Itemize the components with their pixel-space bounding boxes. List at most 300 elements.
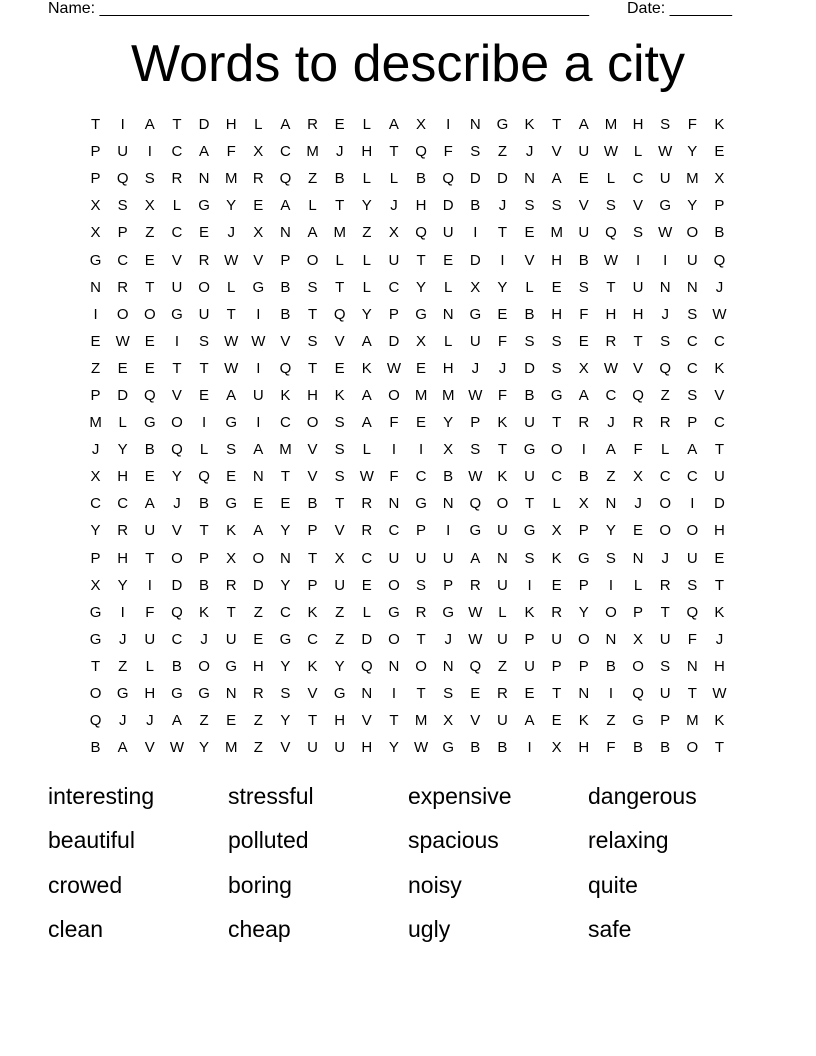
grid-letter[interactable]: W xyxy=(386,359,402,377)
grid-letter[interactable]: C xyxy=(171,630,183,648)
grid-letter[interactable]: E xyxy=(551,576,562,594)
grid-letter[interactable]: X xyxy=(443,441,454,459)
grid-letter[interactable]: P xyxy=(90,549,101,567)
grid-letter[interactable]: J xyxy=(173,495,181,513)
grid-letter[interactable]: U xyxy=(578,224,590,242)
grid-letter[interactable]: I xyxy=(147,143,152,161)
grid-letter[interactable]: Q xyxy=(279,359,292,377)
grid-letter[interactable]: F xyxy=(633,441,643,459)
grid-letter[interactable]: H xyxy=(361,739,373,757)
grid-letter[interactable]: K xyxy=(280,386,291,404)
grid-letter[interactable]: J xyxy=(498,197,507,215)
grid-letter[interactable]: R xyxy=(659,414,671,432)
grid-letter[interactable]: X xyxy=(90,224,101,242)
grid-letter[interactable]: Z xyxy=(362,224,372,242)
grid-letter[interactable]: U xyxy=(198,305,210,323)
grid-letter[interactable]: I xyxy=(446,116,451,134)
grid-letter[interactable]: I xyxy=(608,576,614,594)
grid-letter[interactable]: F xyxy=(687,630,697,648)
grid-letter[interactable]: P xyxy=(90,143,101,161)
grid-letter[interactable]: P xyxy=(524,630,535,648)
grid-letter[interactable]: Y xyxy=(226,197,237,215)
grid-letter[interactable]: L xyxy=(308,197,317,215)
grid-letter[interactable]: X xyxy=(334,549,345,567)
grid-letter[interactable]: T xyxy=(280,468,291,486)
grid-letter[interactable]: D xyxy=(117,386,129,404)
grid-letter[interactable]: U xyxy=(632,278,644,296)
grid-letter[interactable]: R xyxy=(252,685,264,703)
grid-letter[interactable]: J xyxy=(661,305,669,323)
grid-letter[interactable]: B xyxy=(171,657,182,675)
grid-letter[interactable]: C xyxy=(714,414,725,432)
grid-letter[interactable]: G xyxy=(577,549,590,567)
grid-letter[interactable]: K xyxy=(334,386,345,404)
grid-letter[interactable]: T xyxy=(497,224,508,242)
grid-letter[interactable]: V xyxy=(714,386,725,404)
grid-letter[interactable]: Y xyxy=(280,522,291,540)
grid-letter[interactable]: Z xyxy=(145,224,155,242)
grid-letter[interactable]: U xyxy=(388,549,400,567)
grid-letter[interactable]: J xyxy=(200,630,208,648)
grid-letter[interactable]: Z xyxy=(335,630,345,648)
grid-letter[interactable]: M xyxy=(279,441,292,459)
grid-letter[interactable]: N xyxy=(686,657,698,675)
grid-letter[interactable]: F xyxy=(226,143,236,161)
grid-letter[interactable]: I xyxy=(391,441,397,459)
grid-letter[interactable]: U xyxy=(551,630,563,648)
grid-letter[interactable]: C xyxy=(415,468,427,486)
grid-letter[interactable]: T xyxy=(199,359,209,377)
grid-letter[interactable]: T xyxy=(90,116,101,134)
grid-letter[interactable]: Y xyxy=(388,739,399,757)
grid-letter[interactable]: N xyxy=(469,116,481,134)
grid-letter[interactable]: C xyxy=(171,224,183,242)
grid-letter[interactable]: S xyxy=(660,657,671,675)
grid-letter[interactable]: U xyxy=(714,468,725,486)
grid-letter[interactable]: K xyxy=(524,603,535,621)
grid-letter[interactable]: T xyxy=(714,576,725,594)
grid-letter[interactable]: X xyxy=(416,116,427,134)
grid-letter[interactable]: O xyxy=(143,305,156,323)
grid-letter[interactable]: U xyxy=(497,712,508,730)
grid-letter[interactable]: Y xyxy=(578,603,589,621)
grid-letter[interactable]: S xyxy=(280,685,291,703)
grid-letter[interactable]: Z xyxy=(497,657,508,675)
grid-letter[interactable]: G xyxy=(116,685,129,703)
grid-letter[interactable]: G xyxy=(279,630,292,648)
grid-letter[interactable]: T xyxy=(335,495,345,513)
grid-letter[interactable]: J xyxy=(525,143,534,161)
grid-letter[interactable]: I xyxy=(527,739,532,757)
grid-letter[interactable]: Q xyxy=(442,170,455,188)
grid-letter[interactable]: C xyxy=(551,468,563,486)
grid-letter[interactable]: Z xyxy=(199,712,209,730)
grid-letter[interactable]: D xyxy=(469,170,481,188)
grid-letter[interactable]: B xyxy=(144,441,155,459)
grid-letter[interactable]: I xyxy=(147,576,152,594)
grid-letter[interactable]: W xyxy=(658,143,673,161)
grid-letter[interactable]: O xyxy=(659,522,672,540)
grid-letter[interactable]: Q xyxy=(469,495,482,513)
grid-letter[interactable]: X xyxy=(551,522,562,540)
grid-letter[interactable]: S xyxy=(226,441,237,459)
grid-letter[interactable]: F xyxy=(579,305,589,323)
grid-letter[interactable]: E xyxy=(416,414,427,432)
grid-letter[interactable]: W xyxy=(224,251,239,269)
grid-letter[interactable]: G xyxy=(388,603,400,621)
grid-letter[interactable]: T xyxy=(307,359,318,377)
grid-letter[interactable]: D xyxy=(469,251,481,269)
grid-letter[interactable]: G xyxy=(469,522,482,540)
grid-letter[interactable]: V xyxy=(578,197,589,215)
grid-letter[interactable]: M xyxy=(550,224,563,242)
grid-letter[interactable]: Y xyxy=(687,143,698,161)
grid-letter[interactable]: Z xyxy=(335,603,345,621)
grid-letter[interactable]: K xyxy=(361,359,372,377)
grid-letter[interactable]: Y xyxy=(334,657,345,675)
name-line[interactable]: Name: _______________________________________________________ xyxy=(48,0,589,17)
grid-letter[interactable]: B xyxy=(714,224,725,242)
grid-letter[interactable]: J xyxy=(118,630,127,648)
grid-letter[interactable]: M xyxy=(333,224,346,242)
grid-letter[interactable]: Y xyxy=(280,712,291,730)
grid-letter[interactable]: H xyxy=(578,739,590,757)
grid-letter[interactable]: H xyxy=(551,251,563,269)
grid-letter[interactable]: U xyxy=(225,630,237,648)
grid-letter[interactable]: N xyxy=(442,495,454,513)
grid-letter[interactable]: Y xyxy=(605,522,616,540)
grid-letter[interactable]: O xyxy=(198,278,210,296)
grid-letter[interactable]: C xyxy=(280,603,291,621)
grid-letter[interactable]: B xyxy=(660,739,671,757)
grid-letter[interactable]: E xyxy=(253,495,264,513)
grid-letter[interactable]: P xyxy=(660,712,671,730)
grid-letter[interactable]: O xyxy=(306,414,319,432)
grid-letter[interactable]: U xyxy=(524,468,535,486)
grid-letter[interactable]: X xyxy=(226,549,237,567)
grid-letter[interactable]: E xyxy=(226,468,237,486)
grid-letter[interactable]: W xyxy=(603,359,619,377)
grid-letter[interactable]: T xyxy=(714,441,725,459)
grid-letter[interactable]: K xyxy=(714,712,725,730)
grid-letter[interactable]: Q xyxy=(360,657,373,675)
grid-letter[interactable]: T xyxy=(552,116,562,134)
grid-letter[interactable]: B xyxy=(307,495,318,513)
grid-letter[interactable]: E xyxy=(497,305,508,323)
grid-letter[interactable]: F xyxy=(389,414,399,432)
grid-letter[interactable]: U xyxy=(686,251,698,269)
grid-letter[interactable]: K xyxy=(714,359,725,377)
grid-letter[interactable]: Z xyxy=(253,603,263,621)
grid-letter[interactable]: F xyxy=(687,116,697,134)
grid-letter[interactable]: C xyxy=(605,386,617,404)
grid-letter[interactable]: P xyxy=(551,657,562,675)
grid-letter[interactable]: E xyxy=(551,712,562,730)
grid-letter[interactable]: Q xyxy=(415,224,427,242)
grid-letter[interactable]: V xyxy=(280,332,291,350)
grid-letter[interactable]: R xyxy=(415,603,427,621)
grid-letter[interactable]: P xyxy=(117,224,128,242)
grid-letter[interactable]: G xyxy=(89,251,102,269)
grid-letter[interactable]: C xyxy=(659,468,671,486)
grid-letter[interactable]: P xyxy=(90,386,101,404)
grid-letter[interactable]: L xyxy=(552,495,561,513)
grid-letter[interactable]: B xyxy=(497,739,508,757)
grid-letter[interactable]: I xyxy=(391,685,397,703)
grid-letter[interactable]: H xyxy=(361,143,373,161)
grid-letter[interactable]: A xyxy=(361,386,372,404)
grid-letter[interactable]: J xyxy=(661,549,669,567)
grid-letter[interactable]: V xyxy=(361,712,372,730)
grid-letter[interactable]: N xyxy=(252,468,264,486)
grid-letter[interactable]: J xyxy=(390,197,398,215)
grid-letter[interactable]: T xyxy=(606,278,616,296)
grid-letter[interactable]: Y xyxy=(117,441,128,459)
grid-letter[interactable]: W xyxy=(359,468,374,486)
grid-letter[interactable]: G xyxy=(225,495,238,513)
grid-letter[interactable]: U xyxy=(415,549,427,567)
grid-letter[interactable]: L xyxy=(661,441,670,459)
grid-letter[interactable]: C xyxy=(714,332,725,350)
grid-letter[interactable]: H xyxy=(442,359,454,377)
grid-letter[interactable]: N xyxy=(280,549,291,567)
grid-letter[interactable]: R xyxy=(632,414,644,432)
grid-letter[interactable]: V xyxy=(253,251,264,269)
grid-letter[interactable]: Q xyxy=(89,712,102,730)
grid-letter[interactable]: F xyxy=(497,386,508,404)
grid-letter[interactable]: L xyxy=(606,170,616,188)
grid-letter[interactable]: V xyxy=(633,359,644,377)
grid-letter[interactable]: S xyxy=(144,170,155,188)
grid-letter[interactable]: J xyxy=(607,414,615,432)
grid-letter[interactable]: O xyxy=(415,657,427,675)
grid-letter[interactable]: K xyxy=(226,522,237,540)
grid-letter[interactable]: L xyxy=(199,441,209,459)
grid-letter[interactable]: G xyxy=(550,386,563,404)
grid-letter[interactable]: B xyxy=(443,468,454,486)
grid-letter[interactable]: R xyxy=(117,278,129,296)
grid-letter[interactable]: L xyxy=(362,251,371,269)
grid-letter[interactable]: I xyxy=(120,603,125,621)
grid-letter[interactable]: W xyxy=(658,224,673,242)
grid-letter[interactable]: U xyxy=(144,630,156,648)
grid-letter[interactable]: N xyxy=(388,657,400,675)
grid-letter[interactable]: X xyxy=(443,712,454,730)
grid-letter[interactable]: N xyxy=(90,278,101,296)
grid-letter[interactable]: Y xyxy=(361,197,372,215)
grid-letter[interactable]: D xyxy=(198,116,210,134)
grid-letter[interactable]: G xyxy=(333,685,346,703)
grid-letter[interactable]: A xyxy=(144,116,155,134)
grid-letter[interactable]: S xyxy=(117,197,128,215)
grid-letter[interactable]: U xyxy=(334,739,346,757)
grid-letter[interactable]: U xyxy=(497,576,508,594)
grid-letter[interactable]: U xyxy=(442,549,454,567)
grid-letter[interactable]: U xyxy=(117,143,129,161)
grid-letter[interactable]: I xyxy=(500,251,505,269)
grid-letter[interactable]: Y xyxy=(280,657,291,675)
grid-letter[interactable]: T xyxy=(524,495,535,513)
grid-letter[interactable]: Y xyxy=(416,278,427,296)
grid-letter[interactable]: Q xyxy=(279,170,292,188)
grid-letter[interactable]: R xyxy=(469,576,481,594)
grid-letter[interactable]: D xyxy=(497,170,508,188)
grid-letter[interactable]: P xyxy=(443,576,454,594)
grid-letter[interactable]: N xyxy=(442,305,454,323)
grid-letter[interactable]: G xyxy=(523,522,536,540)
grid-letter[interactable]: G xyxy=(89,630,102,648)
grid-letter[interactable]: V xyxy=(171,386,182,404)
grid-letter[interactable]: P xyxy=(687,414,698,432)
grid-letter[interactable]: X xyxy=(416,332,427,350)
grid-letter[interactable]: T xyxy=(416,251,426,269)
grid-letter[interactable]: J xyxy=(471,359,480,377)
grid-letter[interactable]: I xyxy=(256,359,261,377)
grid-letter[interactable]: R xyxy=(551,603,563,621)
grid-letter[interactable]: M xyxy=(414,386,428,404)
grid-letter[interactable]: A xyxy=(199,143,210,161)
grid-letter[interactable]: H xyxy=(551,305,563,323)
grid-letter[interactable]: M xyxy=(686,170,699,188)
grid-letter[interactable]: T xyxy=(416,630,426,648)
grid-letter[interactable]: G xyxy=(171,305,183,323)
grid-letter[interactable]: G xyxy=(659,197,672,215)
grid-letter[interactable]: U xyxy=(686,549,698,567)
grid-letter[interactable]: T xyxy=(307,305,318,323)
grid-letter[interactable]: N xyxy=(605,630,617,648)
grid-letter[interactable]: I xyxy=(473,224,478,242)
grid-letter[interactable]: E xyxy=(226,712,237,730)
grid-letter[interactable]: H xyxy=(415,197,427,215)
grid-letter[interactable]: K xyxy=(497,414,508,432)
grid-letter[interactable]: V xyxy=(307,685,318,703)
grid-letter[interactable]: E xyxy=(144,251,155,269)
grid-letter[interactable]: O xyxy=(388,576,400,594)
grid-letter[interactable]: S xyxy=(470,441,481,459)
grid-letter[interactable]: W xyxy=(603,251,619,269)
grid-letter[interactable]: X xyxy=(470,278,481,296)
grid-letter[interactable]: J xyxy=(118,712,127,730)
grid-letter[interactable]: O xyxy=(171,414,183,432)
grid-letter[interactable]: D xyxy=(524,359,535,377)
grid-letter[interactable]: K xyxy=(307,603,318,621)
grid-letter[interactable]: T xyxy=(335,278,345,296)
grid-letter[interactable]: J xyxy=(227,224,235,242)
grid-letter[interactable]: F xyxy=(443,143,453,161)
grid-letter[interactable]: V xyxy=(307,441,318,459)
grid-letter[interactable]: T xyxy=(226,305,236,323)
grid-letter[interactable]: E xyxy=(334,116,345,134)
grid-letter[interactable]: S xyxy=(660,116,671,134)
grid-letter[interactable]: A xyxy=(687,441,698,459)
grid-letter[interactable]: T xyxy=(633,332,643,350)
grid-letter[interactable]: Q xyxy=(469,657,482,675)
grid-letter[interactable]: E xyxy=(633,522,644,540)
grid-letter[interactable]: E xyxy=(470,685,481,703)
grid-letter[interactable]: C xyxy=(280,414,291,432)
grid-letter[interactable]: Q xyxy=(713,251,726,269)
grid-letter[interactable]: N xyxy=(497,549,508,567)
grid-letter[interactable]: C xyxy=(388,522,400,540)
grid-letter[interactable]: I xyxy=(174,332,180,350)
grid-letter[interactable]: T xyxy=(389,712,399,730)
grid-letter[interactable]: X xyxy=(714,170,725,188)
grid-letter[interactable]: I xyxy=(608,685,614,703)
grid-letter[interactable]: P xyxy=(416,522,427,540)
grid-letter[interactable]: M xyxy=(414,712,428,730)
grid-letter[interactable]: X xyxy=(633,630,644,648)
grid-letter[interactable]: Q xyxy=(415,143,427,161)
grid-letter[interactable]: W xyxy=(468,386,483,404)
grid-letter[interactable]: W xyxy=(224,359,239,377)
grid-letter[interactable]: V xyxy=(280,739,291,757)
grid-letter[interactable]: L xyxy=(145,657,154,675)
grid-letter[interactable]: B xyxy=(524,386,535,404)
grid-letter[interactable]: O xyxy=(577,630,590,648)
grid-letter[interactable]: Y xyxy=(443,414,454,432)
grid-letter[interactable]: O xyxy=(198,657,210,675)
grid-letter[interactable]: F xyxy=(389,468,399,486)
grid-letter[interactable]: C xyxy=(361,549,373,567)
grid-letter[interactable]: J xyxy=(146,712,154,730)
grid-letter[interactable]: S xyxy=(443,685,454,703)
grid-letter[interactable]: A xyxy=(253,522,264,540)
grid-letter[interactable]: Y xyxy=(280,576,291,594)
grid-letter[interactable]: A xyxy=(470,549,481,567)
grid-letter[interactable]: V xyxy=(171,251,182,269)
grid-letter[interactable]: V xyxy=(307,468,318,486)
grid-letter[interactable]: K xyxy=(307,657,318,675)
grid-letter[interactable]: X xyxy=(388,224,399,242)
grid-letter[interactable]: N xyxy=(225,685,237,703)
date-line[interactable]: Date: _______ xyxy=(627,0,732,17)
grid-letter[interactable]: G xyxy=(415,305,427,323)
grid-letter[interactable]: T xyxy=(416,685,426,703)
grid-letter[interactable]: G xyxy=(252,278,265,296)
grid-letter[interactable]: O xyxy=(252,549,265,567)
grid-letter[interactable]: U xyxy=(497,630,508,648)
grid-letter[interactable]: C xyxy=(686,468,698,486)
grid-letter[interactable]: W xyxy=(468,603,483,621)
grid-letter[interactable]: L xyxy=(633,143,643,161)
grid-letter[interactable]: S xyxy=(199,332,210,350)
grid-letter[interactable]: O xyxy=(388,386,400,404)
grid-letter[interactable]: Z xyxy=(307,170,318,188)
grid-letter[interactable]: K xyxy=(714,116,725,134)
grid-letter[interactable]: C xyxy=(117,251,129,269)
grid-letter[interactable]: W xyxy=(468,468,483,486)
grid-letter[interactable]: M xyxy=(441,386,455,404)
grid-letter[interactable]: K xyxy=(199,603,210,621)
grid-letter[interactable]: U xyxy=(252,386,264,404)
grid-letter[interactable]: J xyxy=(91,441,100,459)
grid-letter[interactable]: J xyxy=(335,143,344,161)
grid-letter[interactable]: B xyxy=(605,657,616,675)
grid-letter[interactable]: G xyxy=(469,305,482,323)
grid-letter[interactable]: P xyxy=(578,657,589,675)
grid-letter[interactable]: A xyxy=(226,386,237,404)
grid-letter[interactable]: A xyxy=(171,712,182,730)
grid-letter[interactable]: X xyxy=(551,739,562,757)
grid-letter[interactable]: J xyxy=(715,630,724,648)
grid-letter[interactable]: P xyxy=(633,603,644,621)
grid-letter[interactable]: E xyxy=(416,359,427,377)
grid-letter[interactable]: Z xyxy=(90,359,101,377)
grid-letter[interactable]: A xyxy=(307,224,318,242)
grid-letter[interactable]: R xyxy=(307,116,318,134)
grid-letter[interactable]: G xyxy=(143,414,156,432)
grid-letter[interactable]: E xyxy=(714,143,725,161)
